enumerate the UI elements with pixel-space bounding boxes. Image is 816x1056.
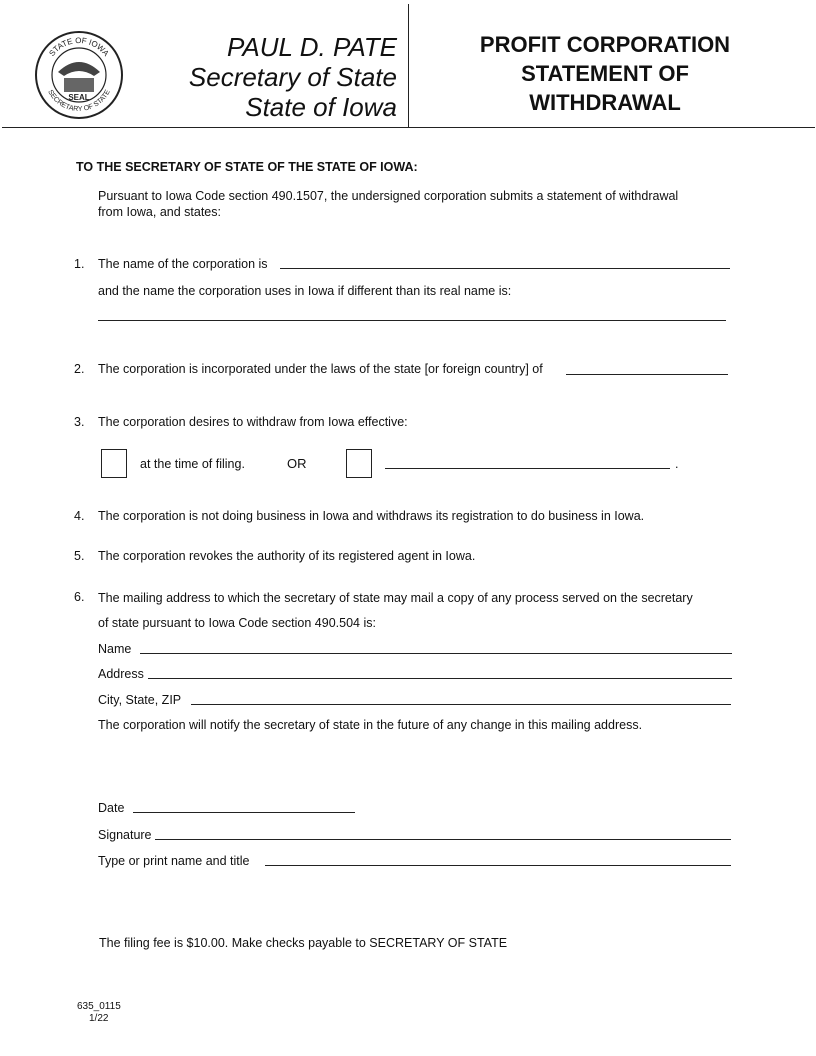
- intro-line-2: from Iowa, and states:: [98, 205, 221, 219]
- mailing-city-label: City, State, ZIP: [98, 693, 182, 707]
- filing-fee-text: The filing fee is $10.00. Make checks payable to SECRETARY OF STATE: [99, 936, 508, 950]
- issuer-title: Secretary of State: [188, 62, 397, 92]
- notify-text: The corporation will notify the secretary of state in the future of any change in this mailing address.: [98, 718, 643, 732]
- seal-top-text: STATE OF IOWA: [47, 35, 111, 58]
- mailing-address-label: Address: [98, 667, 144, 681]
- date-field[interactable]: [133, 812, 355, 813]
- or-label: OR: [287, 456, 307, 471]
- option-time-of-filing: at the time of filing.: [140, 457, 245, 471]
- issuer-state: State of Iowa: [245, 92, 397, 122]
- item-5-number: 5.: [74, 549, 85, 563]
- header-divider-vertical: [408, 4, 409, 128]
- item-1-number: 1.: [74, 257, 85, 271]
- item-3-text: The corporation desires to withdraw from Iowa effective:: [98, 415, 408, 429]
- header-divider-horizontal: [2, 127, 815, 128]
- corporation-name-field[interactable]: [280, 268, 730, 269]
- effective-date-checkbox[interactable]: [346, 449, 372, 478]
- seal-bottom-text: SECRETARY OF STATE: [46, 88, 112, 114]
- item-2-text: The corporation is incorporated under the laws of the state [or foreign country] of: [98, 362, 543, 376]
- item-4-number: 4.: [74, 509, 85, 523]
- signature-label: Signature: [98, 828, 152, 842]
- item-1-text: The name of the corporation is: [98, 257, 268, 271]
- effective-date-field[interactable]: [385, 468, 670, 469]
- item-5-text: The corporation revokes the authority of its registered agent in Iowa.: [98, 549, 476, 563]
- state-seal: [34, 30, 124, 120]
- item-1-subtext: and the name the corporation uses in Iowa if different than its real name is:: [98, 284, 512, 298]
- item-2-number: 2.: [74, 362, 85, 376]
- form-number: 635_0115: [77, 1001, 121, 1012]
- mailing-name-label: Name: [98, 642, 132, 656]
- issuer-name: PAUL D. PATE: [226, 32, 397, 62]
- item-6-text-2: of state pursuant to Iowa Code section 490.504 is:: [98, 616, 376, 630]
- time-of-filing-checkbox[interactable]: [101, 449, 127, 478]
- form-title: PROFIT CORPORATION STATEMENT OF WITHDRAWAL: [479, 32, 731, 115]
- intro-line-1: Pursuant to Iowa Code section 490.1507, the undersigned corporation submits a statement of withdrawal: [98, 189, 679, 203]
- iowa-name-field[interactable]: [98, 320, 726, 321]
- seal-center-text: SEAL: [68, 93, 90, 102]
- addressee: TO THE SECRETARY OF STATE OF THE STATE OF IOWA:: [76, 160, 418, 174]
- date-label: Date: [98, 801, 125, 815]
- issuer-block: [189, 32, 397, 122]
- effective-date-period: .: [675, 457, 679, 471]
- form-revision: 1/22: [89, 1013, 109, 1024]
- signature-field[interactable]: [155, 839, 731, 840]
- print-name-field[interactable]: [265, 865, 731, 866]
- state-of-incorporation-field[interactable]: [566, 374, 728, 375]
- mailing-address-field[interactable]: [148, 678, 732, 679]
- print-name-label: Type or print name and title: [98, 854, 250, 868]
- mailing-city-field[interactable]: [191, 704, 731, 705]
- item-4-text: The corporation is not doing business in Iowa and withdraws its registration to do business in Iowa.: [98, 509, 645, 523]
- item-6-text: The mailing address to which the secretary of state may mail a copy of any process served on the secretary: [98, 591, 693, 605]
- item-6-number: 6.: [74, 590, 85, 604]
- mailing-name-field[interactable]: [140, 653, 732, 654]
- item-3-number: 3.: [74, 415, 85, 429]
